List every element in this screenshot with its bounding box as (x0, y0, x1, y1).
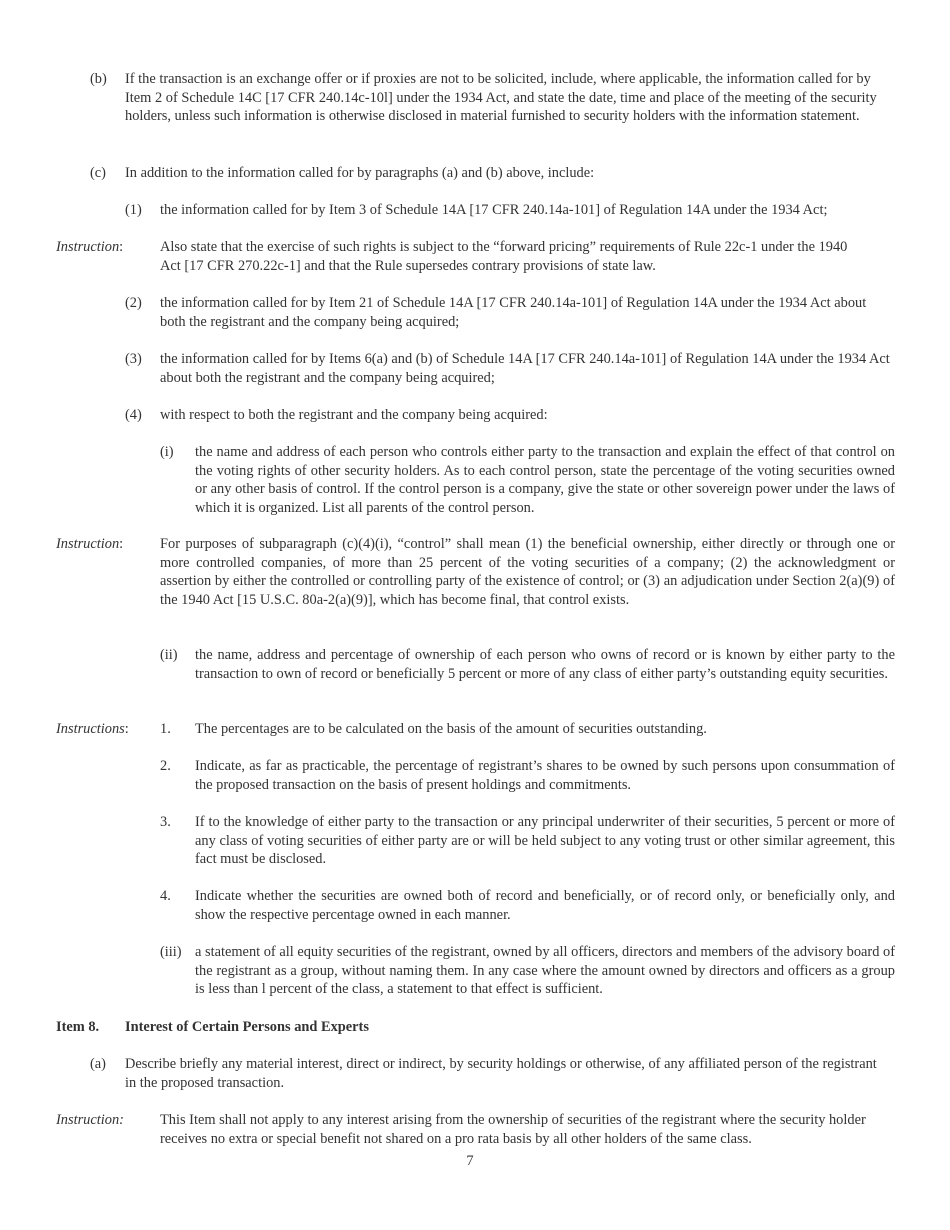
instruction-text: Also state that the exercise of such rights is subject to the “forward pricing” requirements of Rule 22c-1 under the 1940 Act [17 CFR 270.22c-1] and that the Rule supersedes contrary provisions of state law. (160, 239, 848, 274)
instruction-text: This Item shall not apply to any interest arising from the ownership of securities of the registrant where the security holder receives no extra or special benefit not shared on a pro rata basis by all other holders of the same class. (160, 1112, 866, 1147)
paragraph-text: the name, address and percentage of ownership of each person who owns of record or is known by either party to the transaction to own of record or beneficially 5 percent or more of any class of either party’s outstanding equity securities. (195, 647, 895, 682)
paragraph-text: the information called for by Item 3 of Schedule 14A [17 CFR 240.14a-101] of Regulation 14A under the 1934 Act; (160, 202, 828, 218)
paragraph-label: (2) (125, 295, 142, 311)
paragraph-label: (c) (90, 165, 106, 181)
paragraph-b (90, 70, 890, 126)
paragraph-label: (3) (125, 351, 142, 367)
paragraph-label: (i) (160, 444, 174, 460)
paragraph-c4-ii (160, 646, 895, 683)
paragraph-text: the information called for by Item 21 of Schedule 14A [17 CFR 240.14a-101] of Regulation 14A under the 1934 Act about both the registrant and the company being acquired; (160, 295, 867, 330)
paragraph-c3 (125, 350, 895, 387)
instruction-text: For purposes of subparagraph (c)(4)(i), “control” shall mean (1) the beneficial ownership, either directly or through one or more controlled companies, of more than 25 percent of the voting securities of a company; (2) the acknowledgment or assertion by either the controlled or controlling party of the existence of control; or (3) an adjudication under Section 2(a)(9) of the 1940 Act [15 U.S.C. 80a-2(a)(9)], which has become final, that control exists. (160, 536, 895, 608)
instructions-number: 4. (160, 888, 171, 905)
instructions-number: 2. (160, 758, 171, 775)
paragraph-text: the name and address of each person who controls either party to the transaction and explain the effect of that control on the voting rights of other security holders. As to each control person, state the percentage of the voting securities owned or any other basis of control. If the control person is a company, give the state or other sovereign power under the laws of which it is organized. List all parents of the control person. (195, 444, 895, 516)
item-title: Interest of Certain Persons and Experts (125, 1019, 369, 1035)
paragraph-text: a statement of all equity securities of the registrant, owned by all officers, directors and members of the advisory board of the registrant as a group, without naming them. In any case where the amount owned by directors and officers as a group is less than l percent of the class, a statement to that effect is sufficient. (195, 944, 895, 998)
instructions-item (56, 757, 895, 794)
paragraph-label: (a) (90, 1056, 106, 1072)
instructions-number: 3. (160, 813, 171, 830)
paragraph-text: the information called for by Items 6(a) and (b) of Schedule 14A [17 CFR 240.14a-101] of Regulation 14A under the 1934 Act about both the registrant and the company being acquired; (160, 351, 890, 386)
instruction-forward-pricing (56, 238, 856, 275)
instructions-text: Indicate, as far as practicable, the percentage of registrant’s shares to be owned by such persons upon consummation of the proposed transaction on the basis of present holdings and commitments. (195, 758, 895, 793)
page-number: 7 (466, 1153, 474, 1169)
paragraph-c4 (125, 406, 895, 425)
instructions-text: Indicate whether the securities are owned both of record and beneficially, or of record only, or beneficially only, and show the respective percentage owned in each manner. (195, 888, 895, 923)
instructions-label: Instructions: (56, 721, 129, 737)
paragraph-text: with respect to both the registrant and the company being acquired: (160, 407, 548, 423)
instructions-item (56, 813, 895, 869)
instruction-label: Instruction: (56, 536, 124, 552)
paragraph-c4-iii (160, 943, 895, 999)
instructions-percentages (56, 720, 895, 925)
instruction-label: Instruction: (56, 239, 124, 255)
paragraph-text: If the transaction is an exchange offer or if proxies are not to be solicited, include, where applicable, the information called for by Item 2 of Schedule 14C [17 CFR 240.14c-10l] under the 1934 Act, and state the date, time and place of the meeting of the security holders, unless such information is otherwise disclosed in material furnished to security holders with the information statement. (125, 71, 877, 125)
paragraph-label: (ii) (160, 647, 178, 663)
paragraph-c4-i (160, 443, 895, 517)
paragraph-c (90, 164, 890, 183)
item-8-heading (56, 1018, 895, 1037)
instructions-item (56, 887, 895, 924)
paragraph-label: (b) (90, 71, 107, 87)
paragraph-label: (1) (125, 202, 142, 218)
instructions-item (56, 720, 895, 739)
paragraph-label: (iii) (160, 944, 182, 960)
instructions-text: The percentages are to be calculated on the basis of the amount of securities outstanding. (195, 721, 707, 737)
item-number: Item 8. (56, 1019, 100, 1035)
instruction-item-8 (56, 1111, 895, 1148)
paragraph-label: (4) (125, 407, 142, 423)
instruction-label: Instruction: (56, 1112, 124, 1128)
paragraph-text: In addition to the information called for by paragraphs (a) and (b) above, include: (125, 165, 595, 181)
item-8-paragraph-a (90, 1055, 890, 1092)
paragraph-text: Describe briefly any material interest, direct or indirect, by security holdings or otherwise, of any affiliated person of the registrant in the proposed transaction. (125, 1056, 877, 1091)
paragraph-c2 (125, 294, 895, 331)
instructions-text: If to the knowledge of either party to the transaction or any principal underwriter of their securities, 5 percent or more of any class of voting securities of either party are or will be held subject to any voting trust or other similar agreement, this fact must be disclosed. (195, 813, 895, 868)
instruction-control-definition (56, 535, 895, 609)
instructions-number: 1. (160, 721, 171, 737)
paragraph-c1 (125, 201, 900, 220)
